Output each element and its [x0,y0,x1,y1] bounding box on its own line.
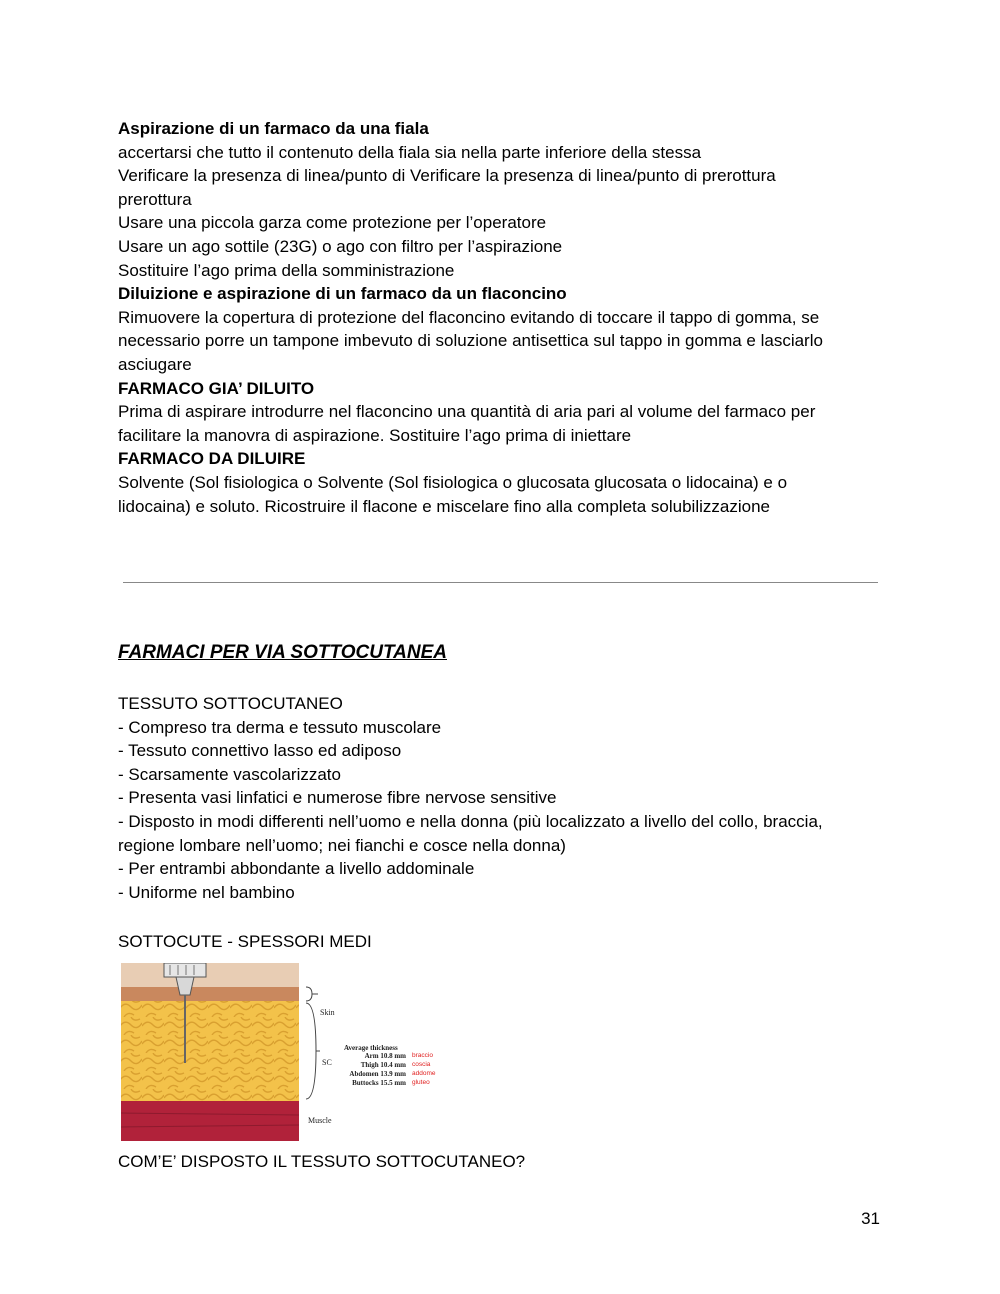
list-item: - Uniforme nel bambino [118,882,295,902]
thickness-buttocks: Buttocks 15.5 mm [352,1079,406,1087]
subcutaneous-tissue-figure [120,963,440,1143]
label-muscle: Muscle [308,1116,332,1125]
list-item: - Compreso tra derma e tessuto muscolare [118,717,442,737]
subheading-farmaco-diluito: FARMACO GIA’ DILUITO [118,378,315,398]
text-line: accertarsi che tutto il contenuto della fiala sia nella parte inferiore della stessa [118,142,702,162]
text-line: Rimuovere la copertura di protezione del flaconcino evitando di toccare il tappo di gomma, se [118,307,820,327]
fat-layer [121,1001,299,1101]
note-gluteo: gluteo [412,1079,430,1086]
note-braccio: braccio [412,1052,433,1059]
text-line: Verificare la presenza di linea/punto di Verificare la presenza di linea/punto di prerottura [118,166,776,186]
text-line: lidocaina) e soluto. Ricostruire il flacone e miscelare fino alla completa solubilizzazione [118,496,770,516]
list-item: - Disposto in modi differenti nell’uomo e nella donna (più localizzato a livello del collo, braccia, [118,811,823,831]
note-coscia: coscia [412,1061,431,1068]
label-skin: Skin [320,1008,335,1017]
subheading-diluizione: Diluizione e aspirazione di un farmaco da un flaconcino [118,284,567,304]
subheading-farmaco-da-diluire: FARMACO DA DILUIRE [118,449,306,469]
text-line: prerottura [118,189,192,209]
spessori-title: SOTTOCUTE - SPESSORI MEDI [118,932,372,951]
text-line: Prima di aspirare introdurre nel flaconcino una quantità di aria pari al volume del farmaco per [118,402,816,422]
list-item: - Tessuto connettivo lasso ed adiposo [118,741,402,761]
section-heading: FARMACI PER VIA SOTTOCUTANEA [118,642,447,663]
section-aspirazione [118,117,878,518]
skin-layer [121,987,299,1001]
text-line: Usare un ago sottile (23G) o ago con filtro per l’aspirazione [118,236,563,256]
page-number: 31 [861,1209,880,1228]
list-item: - Scarsamente vascolarizzato [118,764,341,784]
subheading-aspirazione-fiala: Aspirazione di un farmaco da una fiala [118,119,429,138]
text-line: necessario porre un tampone imbevuto di soluzione antisettica sul tappo in gomma e lasciarlo [118,331,823,351]
list-item-continuation: regione lombare nell’uomo; nei fianchi e cosce nella donna) [118,835,566,855]
list-item: - Per entrambi abbondante a livello addominale [118,859,475,879]
muscle-layer [121,1101,299,1141]
text-line: Sostituire l’ago prima della somministrazione [118,260,455,280]
horizontal-divider [123,582,878,583]
text-line: Solvente (Sol fisiologica o Solvente (Sol fisiologica o glucosata glucosata o lidocaina) e o [118,472,788,492]
text-line: TESSUTO SOTTOCUTANEO [118,694,343,713]
text-line: asciugare [118,354,192,374]
thickness-arm: Arm 10.8 mm [364,1052,406,1060]
list-item: - Presenta vasi linfatici e numerose fibre nervose sensitive [118,788,557,808]
question-text: COM’E’ DISPOSTO IL TESSUTO SOTTOCUTANEO? [118,1152,526,1171]
text-line: Usare una piccola garza come protezione per l’operatore [118,213,547,233]
section-tessuto-sottocutaneo [118,692,878,904]
thickness-table-title: Average thickness [344,1044,398,1052]
thickness-abdomen: Abdomen 13.9 mm [349,1070,406,1078]
text-line: facilitare la manovra di aspirazione. Sostituire l’ago prima di iniettare [118,425,632,445]
thickness-thigh: Thigh 10.4 mm [360,1061,406,1069]
note-addome: addome [412,1070,436,1077]
label-sc: SC [322,1058,332,1067]
